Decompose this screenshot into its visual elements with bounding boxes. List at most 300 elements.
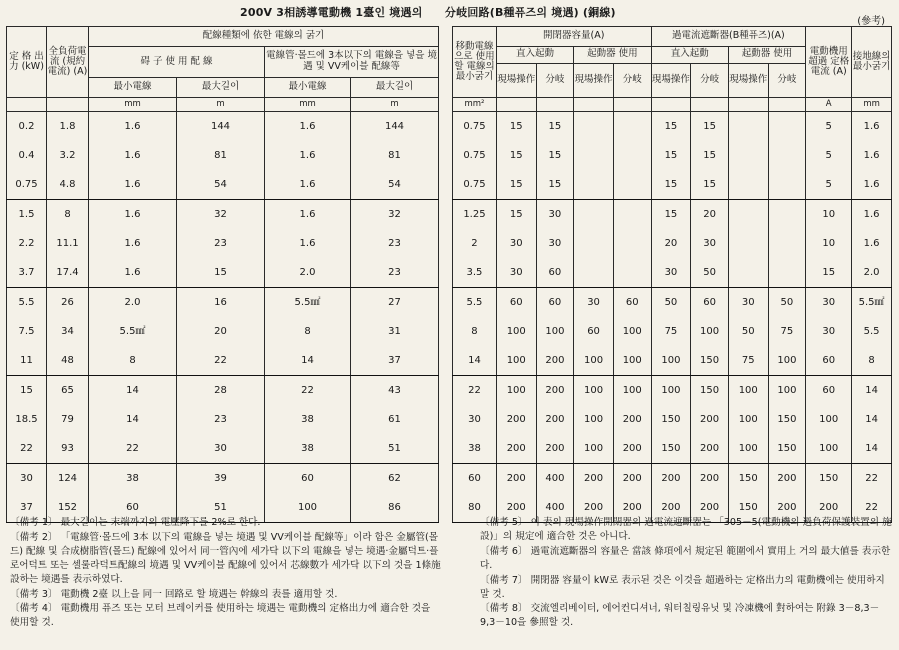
table-cell: 200	[691, 434, 729, 464]
unit-m: m	[177, 98, 265, 112]
table-cell: 1.8	[47, 112, 89, 142]
table-cell: 11	[7, 346, 47, 376]
table-cell: 150	[651, 405, 691, 434]
table-cell: 0.4	[7, 141, 47, 170]
table-cell: 100	[613, 346, 651, 376]
table-row	[453, 112, 892, 142]
table-row	[7, 405, 439, 434]
table-row	[7, 258, 439, 288]
table-cell: 1.6	[265, 141, 351, 170]
table-cell: 61	[351, 405, 439, 434]
table-cell: 5.5㎟	[265, 288, 351, 318]
table-cell: 15	[536, 141, 574, 170]
table-cell: 100	[768, 376, 806, 406]
table-cell: 150	[691, 346, 729, 376]
table-cell: 32	[177, 200, 265, 230]
table-cell	[768, 141, 806, 170]
table-cell: 144	[177, 112, 265, 142]
table-cell: 200	[613, 464, 651, 494]
table-cell	[613, 258, 651, 288]
table-cell: 100	[768, 346, 806, 376]
table-cell: 200	[806, 493, 852, 523]
table-cell: 1.6	[89, 258, 177, 288]
table-cell: 60	[574, 317, 614, 346]
table-cell: 144	[351, 112, 439, 142]
table-cell: 10	[806, 200, 852, 230]
table-cell: 60	[536, 288, 574, 318]
unit-cell	[496, 98, 536, 112]
table-cell: 14	[453, 346, 497, 376]
table-cell: 15	[177, 258, 265, 288]
page-title: 200V 3相誘導電動機 1臺인 境遇의 分岐回路(B種퓨즈의 境遇) (銅線)	[240, 6, 616, 19]
table-cell: 60	[806, 346, 852, 376]
table-cell: 81	[351, 141, 439, 170]
table-cell: 1.6	[265, 112, 351, 142]
note-item: 〔備考 1〕 最大길이는 末端까지의 電壓降下를 2%로 한다.	[10, 517, 261, 528]
table-cell: 14	[852, 434, 892, 464]
table-cell: 34	[47, 317, 89, 346]
table-cell: 15	[496, 170, 536, 200]
table-cell: 200	[691, 405, 729, 434]
table-cell: 60	[89, 493, 177, 523]
table-cell: 60	[496, 288, 536, 318]
table-cell: 150	[728, 493, 768, 523]
table-cell: 1.6	[852, 112, 892, 142]
table-cell: 0.75	[453, 141, 497, 170]
table-cell: 124	[47, 464, 89, 494]
table-cell: 100	[728, 434, 768, 464]
table-row	[453, 258, 892, 288]
table-cell: 100	[574, 405, 614, 434]
notes-right	[480, 516, 892, 631]
table-cell	[613, 112, 651, 142]
table-cell: 28	[177, 376, 265, 406]
unit-m: m	[351, 98, 439, 112]
table-cell: 23	[351, 229, 439, 258]
table-cell: 60	[613, 288, 651, 318]
table-cell: 60	[806, 376, 852, 406]
table-cell: 100	[613, 317, 651, 346]
table-cell: 22	[177, 346, 265, 376]
table-cell: 22	[89, 434, 177, 464]
table-cell: 100	[496, 376, 536, 406]
table-cell: 37	[351, 346, 439, 376]
table-cell: 30	[496, 229, 536, 258]
table-cell: 30	[728, 288, 768, 318]
table-cell: 200	[536, 405, 574, 434]
table-row	[7, 376, 439, 406]
table-cell: 51	[177, 493, 265, 523]
table-cell: 5.5	[7, 288, 47, 318]
table-cell: 17.4	[47, 258, 89, 288]
table-cell	[574, 141, 614, 170]
table-cell: 22	[852, 464, 892, 494]
table-cell: 200	[651, 493, 691, 523]
table-cell: 75	[728, 346, 768, 376]
table-cell: 1.6	[89, 112, 177, 142]
table-cell: 200	[536, 346, 574, 376]
table-cell	[768, 229, 806, 258]
header-branch: 分岐	[536, 64, 574, 98]
notes-left	[10, 516, 442, 631]
table-cell: 75	[768, 317, 806, 346]
header-full-load-current: 全負荷電流 (規約電流) (A)	[47, 27, 89, 98]
table-row	[453, 229, 892, 258]
right-breaker-table	[452, 26, 892, 523]
table-cell	[728, 258, 768, 288]
table-cell: 16	[177, 288, 265, 318]
table-row	[453, 288, 892, 318]
table-cell: 30	[806, 317, 852, 346]
table-cell: 60	[265, 464, 351, 494]
table-cell: 200	[496, 493, 536, 523]
table-cell: 1.6	[852, 229, 892, 258]
table-cell: 2.0	[265, 258, 351, 288]
table-row	[7, 464, 439, 494]
table-cell	[768, 170, 806, 200]
header-field-op: 現場操作	[728, 64, 768, 98]
table-cell	[728, 170, 768, 200]
table-cell: 4.8	[47, 170, 89, 200]
table-cell: 22	[7, 434, 47, 464]
table-cell: 200	[496, 405, 536, 434]
table-cell: 200	[536, 376, 574, 406]
table-cell: 27	[351, 288, 439, 318]
table-cell: 15	[651, 112, 691, 142]
table-cell	[613, 170, 651, 200]
table-row	[7, 346, 439, 376]
header-starter-use: 起動器 使用	[574, 46, 651, 63]
header-branch: 分岐	[768, 64, 806, 98]
table-cell: 30	[691, 229, 729, 258]
table-cell: 50	[728, 317, 768, 346]
header-breaker-capacity: 過電流遮斷器(B種퓨즈)(A)	[651, 27, 806, 47]
table-cell: 30	[651, 258, 691, 288]
table-cell: 2.2	[7, 229, 47, 258]
table-cell: 200	[496, 464, 536, 494]
table-cell: 75	[651, 317, 691, 346]
table-cell: 60	[691, 288, 729, 318]
table-cell: 81	[177, 141, 265, 170]
table-cell: 86	[351, 493, 439, 523]
table-cell: 48	[47, 346, 89, 376]
unit-cell	[613, 98, 651, 112]
table-cell	[728, 112, 768, 142]
note-item: 〔備考 4〕 電動機用 퓨즈 또는 모터 브레이커를 使用하는 境遇는 電動機의 定格出力에 適合한 것을 使用할 것.	[10, 603, 431, 629]
table-cell: 200	[691, 464, 729, 494]
table-cell: 1.6	[852, 200, 892, 230]
note-item: 〔備考 3〕 電動機 2臺 以上을 同一 回路로 할 境遇는 幹線의 表를 適用할 것.	[10, 588, 338, 600]
table-cell: 3.5	[453, 258, 497, 288]
table-cell: 38	[453, 434, 497, 464]
table-cell: 400	[536, 464, 574, 494]
header-motor-breaker: 電動機用超過 定格電流 (A)	[806, 27, 852, 98]
table-cell: 15	[806, 258, 852, 288]
header-field-op: 現場操作	[651, 64, 691, 98]
table-cell	[574, 112, 614, 142]
table-cell: 26	[47, 288, 89, 318]
table-cell	[574, 258, 614, 288]
table-cell: 1.25	[453, 200, 497, 230]
unit-cell	[574, 98, 614, 112]
table-cell: 100	[806, 405, 852, 434]
table-cell: 38	[265, 434, 351, 464]
table-cell: 30	[536, 200, 574, 230]
table-row	[453, 170, 892, 200]
reference-note: (參考)	[857, 16, 885, 27]
table-cell: 1.5	[7, 200, 47, 230]
unit-mm: mm	[89, 98, 177, 112]
table-cell: 15	[691, 141, 729, 170]
table-cell: 30	[7, 464, 47, 494]
table-cell	[574, 170, 614, 200]
table-cell: 10	[806, 229, 852, 258]
unit-mm: mm	[852, 98, 892, 112]
header-branch: 分岐	[691, 64, 729, 98]
table-cell: 5	[806, 170, 852, 200]
table-cell: 150	[768, 405, 806, 434]
table-cell	[728, 229, 768, 258]
table-cell: 15	[651, 170, 691, 200]
table-cell: 200	[651, 464, 691, 494]
table-cell: 31	[351, 317, 439, 346]
table-row	[7, 112, 439, 142]
header-direct-start: 直入起動	[496, 46, 573, 63]
table-row	[453, 405, 892, 434]
table-row	[7, 288, 439, 318]
left-wiring-table	[6, 26, 439, 523]
table-cell: 5.5㎟	[89, 317, 177, 346]
unit-cell	[47, 98, 89, 112]
header-field-op: 現場操作	[496, 64, 536, 98]
table-row	[453, 346, 892, 376]
table-cell: 150	[728, 464, 768, 494]
table-cell: 54	[351, 170, 439, 200]
table-cell: 20	[691, 200, 729, 230]
table-cell: 200	[768, 493, 806, 523]
table-cell: 400	[536, 493, 574, 523]
header-switch-capacity: 開閉器容量(A)	[496, 27, 651, 47]
table-cell: 23	[177, 405, 265, 434]
table-cell: 152	[47, 493, 89, 523]
note-item: 〔備考 7〕 開閉器 容量이 kW로 表示된 것은 이것을 超過하는 定格出力의 電動機에는 使用하지 말 것.	[480, 574, 885, 600]
table-cell: 5.5㎟	[852, 288, 892, 318]
table-cell	[768, 112, 806, 142]
header-conduit-wiring: 電線管·몰드에 3本以下의 電線을 넣을 境遇 및 VV케이블 配線等	[265, 46, 439, 78]
table-cell: 2.0	[852, 258, 892, 288]
note-item: 〔備考 8〕 交流엘리베이터, 에어컨디셔너, 워터칠링유닛 및 冷凍機에 對하여는 附錄 3－8,3－9,3－10을 參照할 것.	[480, 603, 880, 629]
table-cell: 1.6	[89, 229, 177, 258]
table-cell: 3.2	[47, 141, 89, 170]
table-cell: 23	[351, 258, 439, 288]
note-item: 〔備考 2〕 「電線管·몰드에 3本 以下의 電線을 넣는 境遇 및 VV케이블 配線等」이라 함은 金屬管(몰드) 配線 및 合成樹脂管(몰드) 配線에 있어서 同一管內에 세가닥 以下의 電線을 넣는 境遇·金屬덕트·플로어덕트 또는 셀룰라덕트配線의 境遇 및 VV케이블 配線에 있어서 芯線數가 세가닥 以下의 것을 1條施設하는 境遇를 表示하였다.	[10, 531, 441, 585]
table-cell: 2.0	[89, 288, 177, 318]
table-cell: 1.6	[89, 170, 177, 200]
table-cell: 11.1	[47, 229, 89, 258]
table-cell: 38	[265, 405, 351, 434]
table-cell: 150	[691, 376, 729, 406]
header-wiring-group: 配線種類에 依한 電線의 굵기	[89, 27, 439, 47]
table-cell: 14	[265, 346, 351, 376]
unit-cell	[7, 98, 47, 112]
table-cell: 65	[47, 376, 89, 406]
unit-mm: mm	[265, 98, 351, 112]
table-cell: 100	[574, 434, 614, 464]
table-cell: 2	[453, 229, 497, 258]
table-cell: 100	[728, 376, 768, 406]
table-cell: 22	[453, 376, 497, 406]
table-cell: 51	[351, 434, 439, 464]
table-cell: 37	[7, 493, 47, 523]
table-cell: 100	[806, 434, 852, 464]
table-cell: 14	[89, 376, 177, 406]
table-cell: 22	[265, 376, 351, 406]
table-cell: 50	[691, 258, 729, 288]
table-cell: 200	[496, 434, 536, 464]
table-cell: 30	[574, 288, 614, 318]
table-row	[7, 170, 439, 200]
table-cell: 0.75	[7, 170, 47, 200]
header-field-op: 現場操作	[574, 64, 614, 98]
table-cell: 8	[47, 200, 89, 230]
table-cell: 0.75	[453, 112, 497, 142]
header-min-wire: 最小電線	[89, 78, 177, 98]
table-row	[453, 200, 892, 230]
table-cell: 15	[496, 141, 536, 170]
header-ground-wire: 接地線의 最小굵기	[852, 27, 892, 98]
table-row	[7, 229, 439, 258]
table-cell: 14	[89, 405, 177, 434]
note-item: 〔備考 5〕 이 表의 現場操作開閉器의 過電流遮斷器는 「305－5(電動機의 過負荷保護裝置의 施設)」의 規定에 適合한 것은 아니다.	[480, 517, 892, 542]
table-cell: 8	[89, 346, 177, 376]
table-cell: 60	[453, 464, 497, 494]
table-cell: 5.5	[453, 288, 497, 318]
note-item: 〔備考 6〕 過電流遮斷器의 容量은 當該 條項에서 規定된 範圍에서 實用上 거의 最大値를 表示한다.	[480, 545, 891, 571]
table-cell: 15	[651, 200, 691, 230]
table-cell: 100	[574, 346, 614, 376]
table-cell	[728, 200, 768, 230]
table-row	[7, 141, 439, 170]
table-cell: 18.5	[7, 405, 47, 434]
table-cell: 20	[177, 317, 265, 346]
table-cell: 1.6	[852, 141, 892, 170]
table-cell: 60	[536, 258, 574, 288]
table-cell: 30	[536, 229, 574, 258]
table-cell	[768, 200, 806, 230]
table-cell: 200	[691, 493, 729, 523]
table-cell: 14	[852, 405, 892, 434]
header-max-length: 最大길이	[177, 78, 265, 98]
table-cell: 1.6	[852, 170, 892, 200]
header-rated-output: 定 格 出 力 (kW)	[7, 27, 47, 98]
table-cell: 200	[613, 405, 651, 434]
unit-a: A	[806, 98, 852, 112]
table-cell: 14	[852, 376, 892, 406]
table-cell: 15	[691, 170, 729, 200]
header-direct-start: 直入起動	[651, 46, 728, 63]
table-cell: 0.75	[453, 170, 497, 200]
unit-cell	[728, 98, 768, 112]
table-cell: 0.2	[7, 112, 47, 142]
table-cell: 15	[7, 376, 47, 406]
table-cell: 100	[651, 346, 691, 376]
header-max-length: 最大길이	[351, 78, 439, 98]
table-cell: 100	[613, 376, 651, 406]
table-cell: 1.6	[89, 200, 177, 230]
unit-cell	[768, 98, 806, 112]
table-cell: 200	[574, 464, 614, 494]
table-cell: 1.6	[265, 200, 351, 230]
table-cell: 39	[177, 464, 265, 494]
table-cell: 200	[574, 493, 614, 523]
table-cell: 1.6	[265, 170, 351, 200]
table-cell: 150	[806, 464, 852, 494]
table-cell: 200	[536, 434, 574, 464]
table-row	[7, 317, 439, 346]
table-cell	[613, 229, 651, 258]
table-cell: 8	[453, 317, 497, 346]
table-row	[453, 376, 892, 406]
table-cell: 8	[265, 317, 351, 346]
table-row	[7, 200, 439, 230]
table-cell: 5	[806, 141, 852, 170]
table-cell: 15	[536, 170, 574, 200]
table-cell: 200	[768, 464, 806, 494]
table-cell: 100	[265, 493, 351, 523]
table-cell	[613, 141, 651, 170]
table-cell: 8	[852, 346, 892, 376]
unit-cell	[536, 98, 574, 112]
table-cell: 5.5	[852, 317, 892, 346]
table-cell: 20	[651, 229, 691, 258]
table-cell	[768, 258, 806, 288]
table-cell: 22	[852, 493, 892, 523]
table-cell: 7.5	[7, 317, 47, 346]
table-cell	[574, 200, 614, 230]
table-cell: 30	[806, 288, 852, 318]
table-cell: 32	[351, 200, 439, 230]
table-cell: 15	[691, 112, 729, 142]
table-cell: 50	[768, 288, 806, 318]
table-cell: 30	[177, 434, 265, 464]
header-min-wire: 最小電線	[265, 78, 351, 98]
table-cell: 100	[496, 346, 536, 376]
unit-mm2: mm²	[453, 98, 497, 112]
table-cell: 3.7	[7, 258, 47, 288]
table-cell: 15	[496, 112, 536, 142]
table-row	[7, 434, 439, 464]
header-branch: 分岐	[613, 64, 651, 98]
table-cell: 100	[496, 317, 536, 346]
header-starter-use: 起動器 使用	[728, 46, 805, 63]
table-cell	[613, 200, 651, 230]
table-cell: 79	[47, 405, 89, 434]
table-cell: 15	[536, 112, 574, 142]
table-cell: 100	[574, 376, 614, 406]
table-cell: 1.6	[265, 229, 351, 258]
table-cell: 80	[453, 493, 497, 523]
table-cell	[728, 141, 768, 170]
table-cell: 15	[651, 141, 691, 170]
table-cell: 150	[651, 434, 691, 464]
table-cell: 100	[728, 405, 768, 434]
unit-cell	[691, 98, 729, 112]
table-cell: 38	[89, 464, 177, 494]
header-insulator-wiring: 碍 子 使 用 配 線	[89, 46, 265, 78]
table-cell: 100	[691, 317, 729, 346]
table-cell: 30	[453, 405, 497, 434]
table-row	[453, 464, 892, 494]
